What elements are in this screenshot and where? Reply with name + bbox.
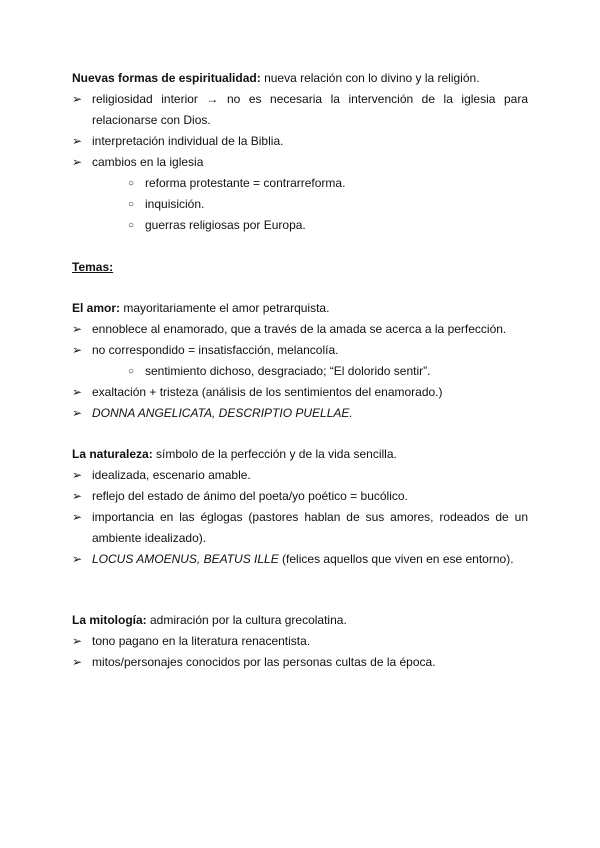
circle-bullet-icon: ○ (128, 178, 135, 189)
list-item (72, 549, 528, 570)
temas-heading-block (72, 257, 528, 278)
item-text: sentimiento dichoso, desgraciado; “El dolorido sentir”. (145, 364, 431, 378)
list-item (72, 465, 528, 486)
arrow-bullet-icon: ➢ (72, 155, 83, 169)
sub-list-item (72, 173, 528, 194)
section-heading (72, 298, 528, 319)
arrow-bullet-icon: ➢ (72, 489, 83, 503)
arrow-bullet-icon: ➢ (72, 92, 83, 106)
circle-bullet-icon: ○ (128, 220, 135, 231)
section-heading (72, 610, 528, 631)
arrow-bullet-icon: ➢ (72, 343, 83, 357)
list-item (72, 89, 528, 131)
arrow-bullet-icon: ➢ (72, 552, 83, 566)
heading-text: símbolo de la perfección y de la vida sencilla. (152, 447, 397, 461)
section-amor (72, 298, 528, 424)
list-item (72, 319, 528, 340)
item-text-italic: LOCUS AMOENUS, BEATUS ILLE (92, 552, 279, 566)
sub-list-item (72, 194, 528, 215)
item-text: reflejo del estado de ánimo del poeta/yo poético = bucólico. (92, 489, 408, 503)
list-item (72, 631, 528, 652)
heading-text: nueva relación con lo divino y la religión. (260, 71, 480, 85)
item-text: importancia en las églogas (pastores hablan de sus amores, rodeados de un ambiente idealizado). (92, 510, 528, 545)
arrow-bullet-icon: ➢ (72, 510, 83, 524)
section-heading (72, 68, 528, 89)
circle-bullet-icon: ○ (128, 366, 135, 377)
list-item (72, 152, 528, 173)
arrow-bullet-icon: ➢ (72, 385, 83, 399)
heading-text: mayoritariamente el amor petrarquista. (120, 301, 330, 315)
item-text: ennoblece al enamorado, que a través de la amada se acerca a la perfección. (92, 322, 507, 336)
heading-label: Nuevas formas de espiritualidad: (72, 71, 261, 85)
item-text: (felices aquellos que viven en ese entorno). (278, 552, 514, 566)
temas-heading: Temas: (72, 260, 114, 274)
item-text: interpretación individual de la Biblia. (92, 134, 284, 148)
section-heading (72, 444, 528, 465)
list-item (72, 652, 528, 673)
heading-label: La mitología: (72, 613, 147, 627)
arrow-bullet-icon: ➢ (72, 634, 83, 648)
heading-label: El amor: (72, 301, 121, 315)
arrow-bullet-icon: ➢ (72, 406, 83, 420)
list-item (72, 382, 528, 403)
heading-text: admiración por la cultura grecolatina. (146, 613, 347, 627)
list-item (72, 340, 528, 361)
item-text: inquisición. (145, 197, 205, 211)
list-item (72, 403, 528, 424)
item-text: no correspondido = insatisfacción, melancolía. (92, 343, 339, 357)
sub-list-item (72, 215, 528, 236)
list-item (72, 507, 528, 549)
circle-bullet-icon: ○ (128, 199, 135, 210)
arrow-bullet-icon: ➢ (72, 134, 83, 148)
section-espiritualidad (72, 68, 528, 236)
section-mitologia (72, 610, 528, 673)
list-item (72, 131, 528, 152)
item-text: idealizada, escenario amable. (92, 468, 251, 482)
item-text: mitos/personajes conocidos por las personas cultas de la época. (92, 655, 436, 669)
arrow-bullet-icon: ➢ (72, 322, 83, 336)
item-text: tono pagano en la literatura renacentista. (92, 634, 311, 648)
item-text: guerras religiosas por Europa. (145, 218, 306, 232)
item-text: religiosidad interior → no es necesaria la intervención de la iglesia para relacionarse con Dios. (92, 92, 528, 127)
item-text: DONNA ANGELICATA, DESCRIPTIO PUELLAE. (92, 406, 353, 420)
heading-label: La naturaleza: (72, 447, 153, 461)
list-item (72, 486, 528, 507)
arrow-bullet-icon: ➢ (72, 655, 83, 669)
item-text: reforma protestante = contrarreforma. (145, 176, 346, 190)
item-text: exaltación + tristeza (análisis de los sentimientos del enamorado.) (92, 385, 443, 399)
arrow-bullet-icon: ➢ (72, 468, 83, 482)
section-naturaleza (72, 444, 528, 570)
sub-list-item (72, 361, 528, 382)
item-text: cambios en la iglesia (92, 155, 204, 169)
